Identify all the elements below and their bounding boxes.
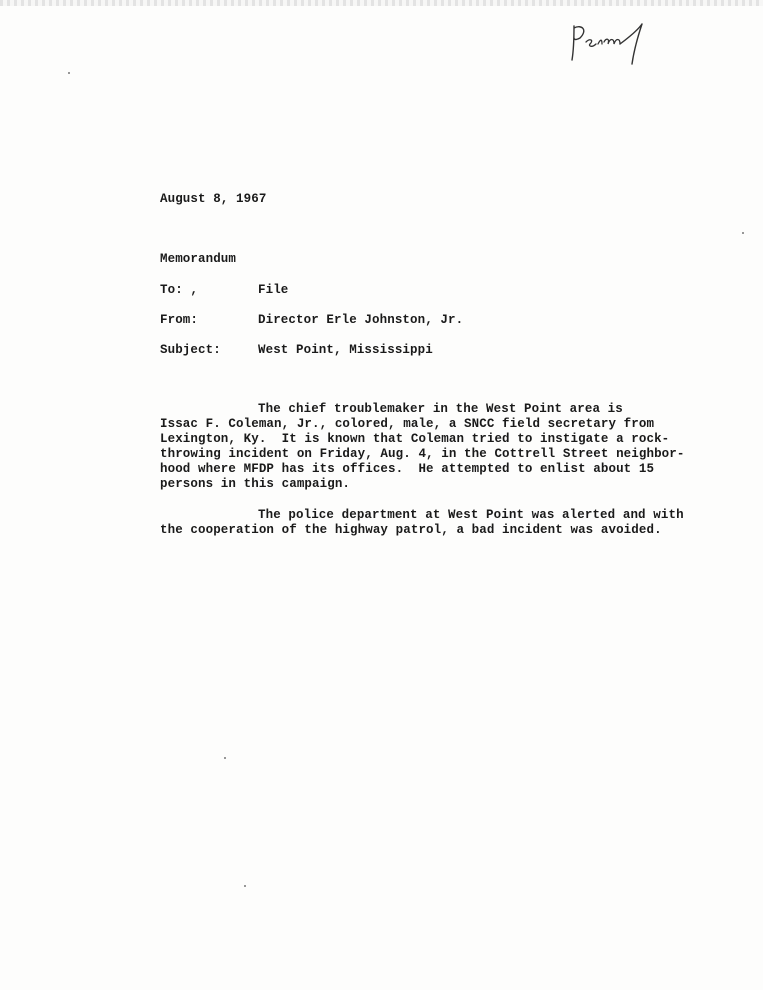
subject-label: Subject:	[160, 343, 221, 357]
paragraph1-line5: hood where MFDP has its offices. He attempted to enlist about 15	[160, 462, 655, 476]
scan-speck	[224, 757, 226, 759]
scan-speck	[68, 72, 70, 74]
scan-top-edge	[0, 0, 763, 6]
memo-date: August 8, 1967	[160, 192, 267, 206]
paragraph2-line2: the cooperation of the highway patrol, a bad incident was avoided.	[160, 523, 662, 537]
paragraph1-line2: Issac F. Coleman, Jr., colored, male, a SNCC field secretary from	[160, 417, 655, 431]
paragraph1-line1: The chief troublemaker in the West Point area is	[258, 402, 623, 416]
from-value: Director Erle Johnston, Jr.	[258, 313, 464, 327]
scan-speck	[244, 885, 246, 887]
to-label: To: ,	[160, 283, 199, 297]
to-value: File	[258, 283, 289, 297]
handwritten-signature-mark	[562, 20, 652, 68]
paragraph1-line6: persons in this campaign.	[160, 477, 351, 491]
memo-type-label: Memorandum	[160, 252, 237, 266]
subject-value: West Point, Mississippi	[258, 343, 433, 357]
paragraph1-line3: Lexington, Ky. It is known that Coleman tried to instigate a rock-	[160, 432, 670, 446]
scan-speck	[742, 232, 744, 234]
paragraph1-line4: throwing incident on Friday, Aug. 4, in the Cottrell Street neighbor-	[160, 447, 685, 461]
from-label: From:	[160, 313, 199, 327]
paragraph2-line1: The police department at West Point was alerted and with	[258, 508, 684, 522]
